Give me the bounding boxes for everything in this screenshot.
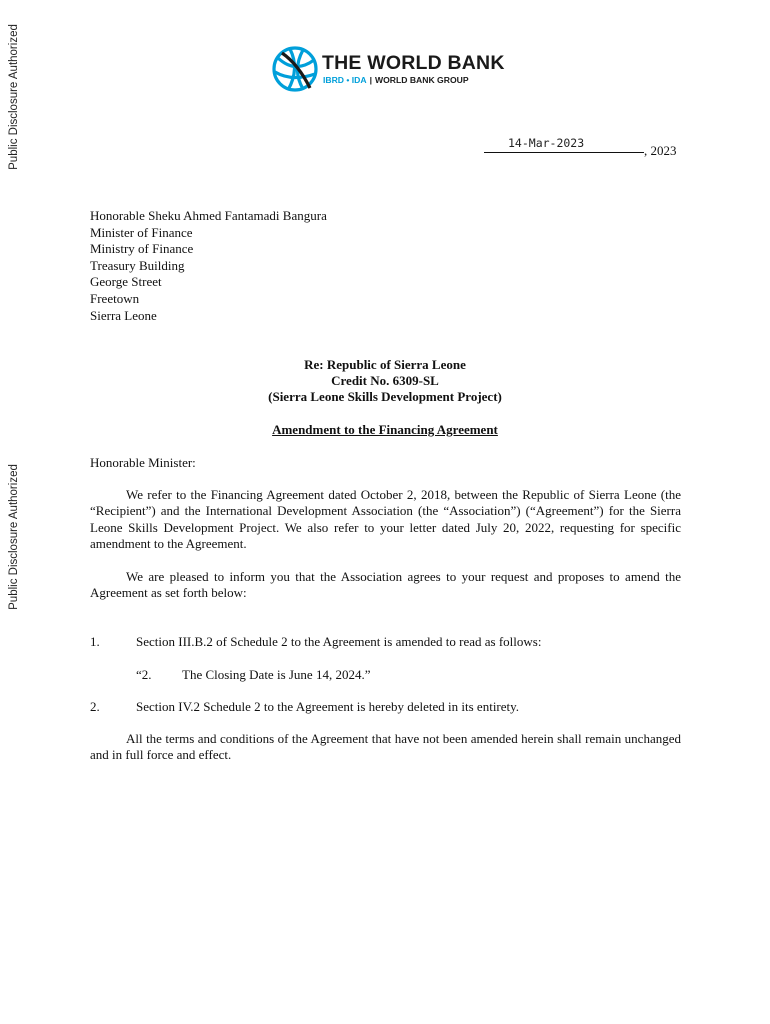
address-line: Ministry of Finance	[90, 241, 194, 257]
item-2-text: Section IV.2 Schedule 2 to the Agreement is hereby deleted in its entirety.	[136, 699, 520, 714]
address-line: Minister of Finance	[90, 224, 193, 240]
logo-separator: |	[369, 75, 372, 85]
address-line: Freetown	[90, 290, 140, 306]
recipient-address	[90, 208, 327, 324]
address-line: Sierra Leone	[90, 307, 157, 323]
public-disclosure-label-top: Public Disclosure Authorized	[8, 24, 20, 170]
item-1-number: 1.	[90, 634, 100, 649]
address-line: George Street	[90, 274, 162, 290]
logo-ibrd-ida: IBRD • IDA	[323, 75, 367, 85]
logo-subtitle	[323, 75, 469, 85]
subject-line-1: Re: Republic of Sierra Leone	[304, 357, 466, 372]
quote-number: “2.	[136, 667, 152, 682]
item-1-text: Section III.B.2 of Schedule 2 to the Agreement is amended to read as follows:	[136, 634, 542, 649]
date-stamp: 14-Mar-2023	[508, 136, 585, 150]
amendment-heading: Amendment to the Financing Agreement	[272, 422, 498, 437]
date-underline	[484, 152, 644, 153]
address-line: Honorable Sheku Ahmed Fantamadi Bangura	[90, 208, 327, 223]
paragraph-2: We are pleased to inform you that the Association agrees to your request and proposes to amend the Agreement as set forth below:	[90, 569, 681, 601]
item-2-number: 2.	[90, 699, 100, 714]
subject-line-2: Credit No. 6309-SL	[331, 373, 439, 388]
logo-group: WORLD BANK GROUP	[375, 75, 469, 85]
world-bank-logo	[270, 44, 510, 96]
letter-date	[484, 136, 684, 166]
subject-line-3: (Sierra Leone Skills Development Project)	[268, 389, 502, 404]
paragraph-1: We refer to the Financing Agreement dated October 2, 2018, between the Republic of Sierra Leone (the “Recipient”) and the International Development Association (the “Association”) (“Agreement”) for the Sierra Leone Skills Development Project. We also refer to your letter dated July 20, 2022, requesting for specific amendment to the Agreement.	[90, 487, 681, 552]
address-line: Treasury Building	[90, 257, 185, 273]
logo-name: THE WORLD BANK	[322, 52, 505, 74]
public-disclosure-label-middle: Public Disclosure Authorized	[8, 464, 20, 610]
globe-icon	[270, 44, 320, 94]
salutation: Honorable Minister:	[90, 455, 196, 470]
date-year: , 2023	[644, 143, 677, 158]
quote-text: The Closing Date is June 14, 2024.”	[182, 667, 371, 682]
paragraph-3: All the terms and conditions of the Agreement that have not been amended herein shall remain unchanged and in full force and effect.	[90, 731, 681, 763]
